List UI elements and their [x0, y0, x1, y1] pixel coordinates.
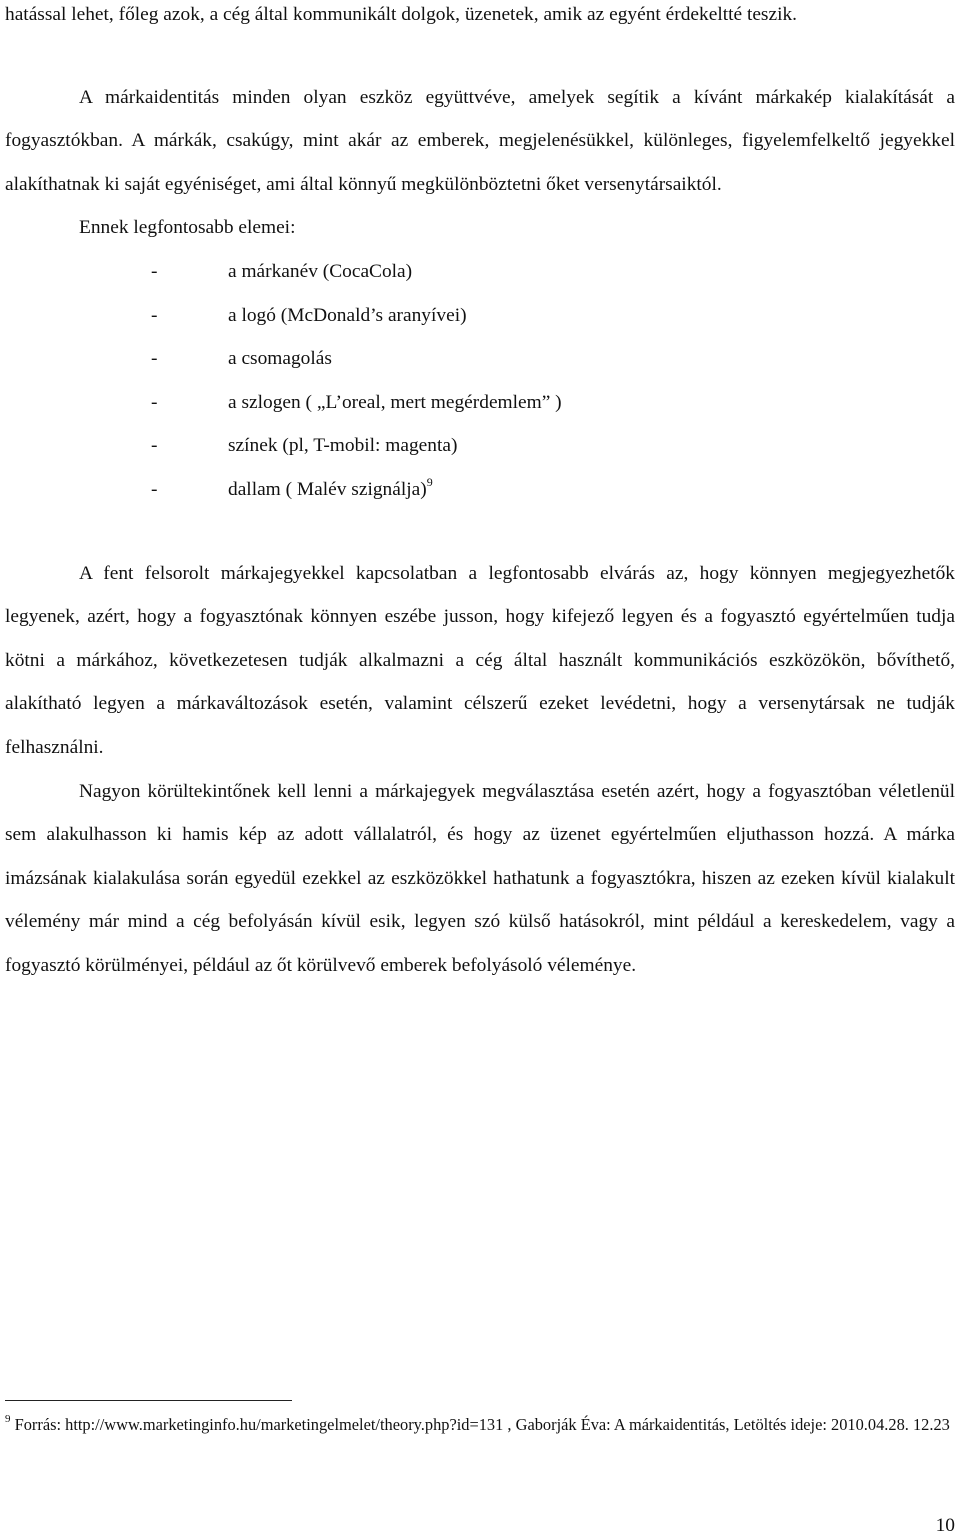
footnote-separator	[5, 1400, 292, 1401]
paragraph-careful-selection: Nagyon körültekintőnek kell lenni a márkajegyek megválasztása esetén azért, hogy a fogyasztóban véletlenül sem alakulhasson ki hamis kép az adott vállalatról, és hogy az üzenet egyértelműen eljuthasson hozzá. A márka imázsának kialakulása során egyedül ezekkel az eszközökkel hathatunk a fogyasztókra, hiszen az ezeken kívül kialakult vélemény már mind a cég befolyásán kívül esik, legyen szó külső hatásokról, mint például a kereskedelem, vagy a fogyasztó körülményei, például az őt körülvevő emberek befolyásoló véleménye.	[5, 780, 955, 976]
footnote	[5, 1413, 950, 1437]
list-item-text: a szlogen ( „L’oreal, mert megérdemlem” )	[228, 391, 562, 413]
footnote-number: 9	[5, 1412, 11, 1425]
paragraph-gap	[5, 37, 955, 76]
list-item-text: a csomagolás	[228, 348, 332, 370]
page-number: 10	[935, 1515, 955, 1536]
paragraph-requirements: A fent felsorolt márkajegyekkel kapcsolatban a legfontosabb elvárás az, hogy könnyen megjegyezhetők legyenek, azért, hogy a fogyasztónak könnyen eszébe jusson, hogy kifejező legyen és a fogyasztó egyértelműen tudja kötni a márkához, következetesen tudják alkalmazni a cég által használt kommunikációs eszközökön, bővíthető, alakítható legyen a márkaváltozások esetén, valamint célszerű ezeket levédetni, hogy a versenytársak ne tudják felhasználni.	[5, 562, 955, 758]
paragraph-brand-identity: A márkaidentitás minden olyan eszköz együttvéve, amelyek segítik a kívánt márkakép kialakítását a fogyasztókban. A márkák, csakúgy, mint akár az emberek, megjelenésükkel, különleges, figyelemfelkeltő jegyekkel alakíthatnak ki saját egyéniséget, ami által könnyű megkülönböztetni őket versenytársaiktól.	[5, 86, 955, 195]
list-item	[5, 468, 955, 512]
list-item	[5, 250, 955, 294]
list-item	[5, 294, 955, 338]
footnote-text: Forrás: http://www.marketinginfo.hu/marketingelmelet/theory.php?id=131 , Gaborják Éva: A márkaidentitás, Letöltés ideje: 2010.04.28. 12.23	[10, 1415, 950, 1434]
list-item-text: színek (pl, T-mobil: magenta)	[228, 435, 458, 457]
list-item-text: a logó (McDonald’s aranyívei)	[228, 304, 467, 326]
list-intro: Ennek legfontosabb elemei:	[79, 217, 296, 239]
list-dash: -	[151, 348, 158, 370]
list-item	[5, 337, 955, 381]
list-dash: -	[151, 304, 158, 326]
paragraph-gap	[5, 512, 955, 552]
list-dash: -	[151, 391, 158, 413]
paragraph-continued: hatással lehet, főleg azok, a cég által kommunikált dolgok, üzenetek, amik az egyént érdekeltté teszik.	[5, 4, 798, 25]
list-dash: -	[151, 478, 158, 500]
list-item	[5, 381, 955, 425]
list-item	[5, 424, 955, 468]
list-dash: -	[151, 435, 158, 457]
list-item-text: dallam ( Malév szignálja)	[228, 478, 427, 500]
document-page	[5, 0, 955, 1537]
footnote-reference[interactable]: 9	[426, 475, 433, 490]
list-dash: -	[151, 260, 158, 282]
list-item-text: a márkanév (CocaCola)	[228, 260, 413, 282]
brand-elements-list	[5, 250, 955, 512]
